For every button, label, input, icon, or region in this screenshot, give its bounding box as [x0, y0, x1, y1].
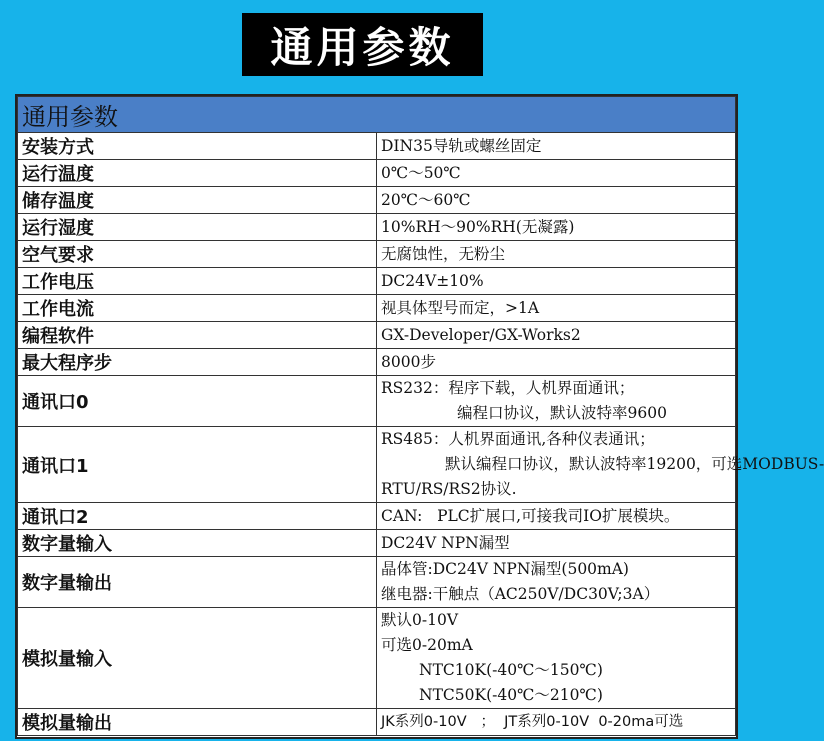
table-header-title: 通用参数: [18, 97, 736, 133]
param-name: 通讯口2: [18, 503, 377, 530]
table-row: [18, 295, 736, 322]
value-line: NTC10K(-40℃～150℃): [419, 661, 603, 679]
table-row: [18, 427, 736, 503]
table-row: [18, 160, 736, 187]
table-row: [18, 322, 736, 349]
param-value: [377, 268, 736, 295]
table-row: [18, 557, 736, 608]
table-row: [18, 376, 736, 427]
value-line: 8000步: [381, 352, 436, 371]
general-parameters-table: [17, 96, 824, 736]
page-title: 通用参数: [242, 13, 483, 76]
param-value: [377, 376, 736, 427]
table-row: [18, 241, 736, 268]
value-line: 0℃～50℃: [381, 163, 461, 182]
param-value: [377, 427, 824, 503]
value-line: 无腐蚀性，无粉尘: [381, 244, 506, 263]
param-name: 空气要求: [18, 241, 377, 268]
value-line: 晶体管:DC24V NPN漏型(500mA): [381, 560, 629, 578]
value-line: 视具体型号而定，>1A: [381, 298, 540, 317]
param-name: 模拟量输入: [18, 608, 377, 709]
param-name: 储存温度: [18, 187, 377, 214]
value-line: DIN35导轨或螺丝固定: [381, 136, 542, 155]
table-row: [18, 530, 736, 557]
value-line: JK系列0-10V ； JT系列0-10V 0-20ma可选: [381, 713, 684, 730]
value-line: CAN: PLC扩展口,可接我司IO扩展模块。: [381, 506, 680, 525]
param-name: 通讯口0: [18, 376, 377, 427]
param-name: 数字量输出: [18, 557, 377, 608]
param-name: 编程软件: [18, 322, 377, 349]
table-row: [18, 503, 736, 530]
table-row: [18, 608, 736, 709]
table-row: [18, 268, 736, 295]
value-line: NTC50K(-40℃～210℃): [419, 686, 603, 704]
param-name: 通讯口1: [18, 427, 377, 503]
value-line: 10%RH～90%RH(无凝露): [381, 217, 575, 236]
param-name: 数字量输入: [18, 530, 377, 557]
param-name: 安装方式: [18, 133, 377, 160]
value-line: RS485：人机界面通讯,各种仪表通讯；: [381, 430, 655, 448]
param-value: [377, 349, 736, 376]
param-name: 工作电压: [18, 268, 377, 295]
param-name: 运行湿度: [18, 214, 377, 241]
value-line: 可选0-20mA: [381, 636, 473, 654]
value-line: DC24V NPN漏型: [381, 533, 510, 552]
param-value: [377, 503, 736, 530]
param-name: 模拟量输出: [18, 709, 377, 736]
value-line: RS232：程序下载，人机界面通讯；: [381, 379, 635, 397]
table-row: [18, 187, 736, 214]
value-line: 默认编程口协议，默认波特率19200，可选MODBUS-: [445, 455, 824, 473]
param-name: 工作电流: [18, 295, 377, 322]
param-value: [377, 322, 736, 349]
param-value: [377, 709, 736, 736]
table-row: [18, 133, 736, 160]
value-line: 编程口协议，默认波特率9600: [457, 404, 667, 422]
param-value: [377, 160, 736, 187]
table-row: [18, 214, 736, 241]
param-value: [377, 241, 736, 268]
value-line: DC24V±10%: [381, 271, 484, 290]
value-line: RTU/RS/RS2协议.: [381, 480, 517, 498]
param-name: 最大程序步: [18, 349, 377, 376]
table-row: [18, 349, 736, 376]
value-line: 继电器:干触点（AC250V/DC30V;3A）: [381, 585, 660, 603]
param-value: [377, 133, 736, 160]
param-name: 运行温度: [18, 160, 377, 187]
table-header-row: [18, 97, 736, 133]
param-value: [377, 608, 736, 709]
value-line: GX-Developer/GX-Works2: [381, 325, 581, 344]
value-line: 20℃～60℃: [381, 190, 471, 209]
param-value: [377, 214, 736, 241]
param-value: [377, 187, 736, 214]
param-value: [377, 530, 736, 557]
table-row: [18, 709, 736, 736]
value-line: 默认0-10V: [381, 611, 459, 629]
param-value: [377, 295, 736, 322]
param-value: [377, 557, 736, 608]
